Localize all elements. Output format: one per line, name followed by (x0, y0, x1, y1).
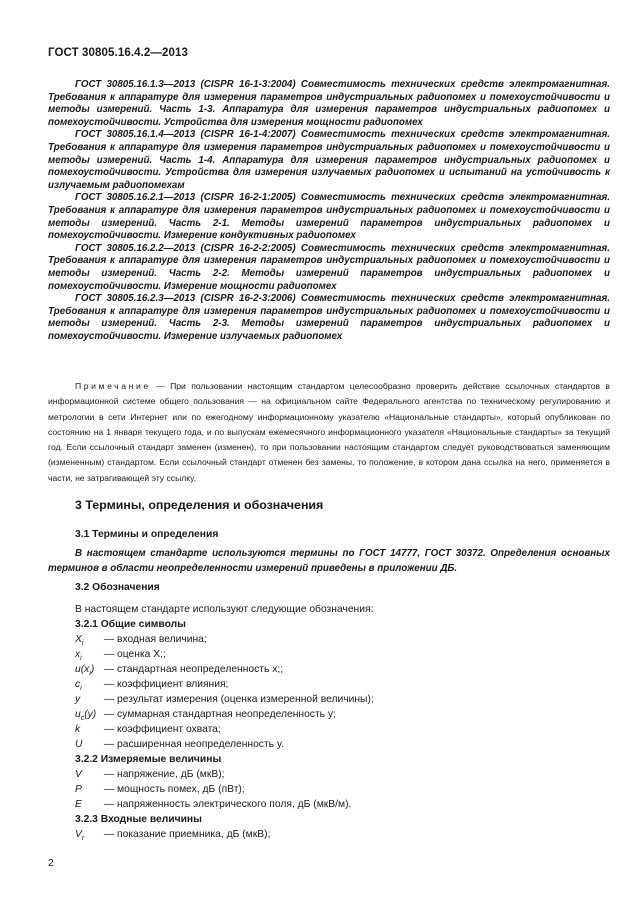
symbol: P (75, 784, 82, 795)
symbol: $u(x_i)$ (75, 664, 95, 678)
section-3-heading: 3 Термины, определения и обозначения (75, 498, 324, 512)
symbol-row (75, 767, 605, 782)
symbol-description: — напряжение, дБ (мкВ); (101, 769, 225, 780)
symbol-description: — расширенная неопределенность y. (101, 739, 285, 750)
symbol-description: — напряженность электрического поля, дБ (мкВ/м). (101, 799, 352, 810)
symbol: $V_r$ (75, 829, 85, 843)
symbol-description: — коэффициент охвата; (101, 724, 221, 735)
section-3-2-1-heading: 3.2.1 Общие символы (75, 619, 186, 630)
symbol-row (75, 632, 605, 647)
symbol: $X_i$ (75, 634, 84, 648)
section-3-2-intro: В настоящем стандарте используют следующие обозначения: (75, 604, 374, 615)
reference-item: ГОСТ 30805.16.2.1—2013 (CISPR 16-2-1:2005) Совместимость технических средств электромагнитная. Требования к аппаратуре для измерения параметров индустриальных радиопомех и помехоустойчивости и методы измерений. Часть 2-1. Методы измерений параметров индустриальных радиопомех и помехоустойчивости. Измерение кондуктивных радиопомех (48, 192, 610, 242)
symbol: y (75, 694, 81, 705)
symbol-row (75, 662, 605, 677)
section-3-2-2-heading: 3.2.2 Измеряемые величины (75, 754, 222, 765)
reference-item: ГОСТ 30805.16.1.4—2013 (CISPR 16-1-4:2007) Совместимость технических средств электромагнитная. Требования к аппаратуре для измерения параметров индустриальных радиопомех и помехоустойчивости и методы измерений. Часть 1-4. Аппаратура для измерения параметров индустриальных радиопомех и помехоустойчивости. Устройства для измерения излучаемых радиопомех и испытаний на устойчивость к излучаемым радиопомехам (48, 129, 610, 191)
symbol: $c_i$ (75, 679, 82, 693)
reference-item: ГОСТ 30805.16.1.3—2013 (CISPR 16-1-3:2004) Совместимость технических средств электромагнитная. Требования к аппаратуре для измерения параметров индустриальных радиопомех и помехоустойчивости и методы измерений. Часть 1-3. Аппаратура для измерения параметров индустриальных радиопомех и помехоустойчивости. Устройства для измерения мощности радиопомех (48, 79, 610, 128)
symbol-description: — входная величина; (101, 634, 207, 645)
symbol-description: — оценка X;; (101, 649, 166, 660)
symbol-row (75, 647, 605, 662)
symbol: E (75, 799, 82, 810)
symbol-row (75, 692, 605, 707)
symbol: $x_i$ (75, 649, 82, 663)
symbol-description: — коэффициент влияния; (101, 679, 229, 690)
symbol: k (75, 724, 81, 735)
symbol-row (75, 707, 605, 722)
symbol-row (75, 677, 605, 692)
symbol-row (75, 797, 605, 812)
symbol-description: — результат измерения (оценка измеренной величины); (101, 694, 374, 705)
symbol-row (75, 722, 605, 737)
section-3-2-heading: 3.2 Обозначения (75, 582, 160, 593)
reference-item: ГОСТ 30805.16.2.3—2013 (CISPR 16-2-3:2006) Совместимость технических средств электромагнитная. Требования к аппаратуре для измерения параметров индустриальных радиопомех и помехоустойчивости и методы измерений. Часть 2-3. Методы измерений параметров индустриальных радиопомех и помехоустойчивости. Измерение излучаемых радиопомех (48, 293, 610, 342)
symbol: V (75, 769, 82, 780)
section-3-2-body (75, 602, 605, 842)
note-label: Примечание (75, 381, 151, 391)
symbol-row (75, 782, 605, 797)
symbol: U (75, 739, 83, 750)
normative-references (48, 79, 610, 343)
note-text: — При пользовании настоящим стандартом целесообразно проверить действие ссылочных стандартов в информационной системе общего пользования — на официальном сайте Федерального агентства по техническому регулированию и метрологии в сети Интернет или по ежегодному информационному указателю «Национальные стандарты», который опубликован по состоянию на 1 января текущего года, и по выпускам ежемесячного информационного указателя «Национальные стандарты» за текущий год. Если ссылочный стандарт заменен (изменен), то при пользовании настоящим стандартом следует руководствоваться заменяющим (измененным) стандартом. Если ссылочный стандарт отменен без замены, то положение, в котором дана ссылка на него, применяется в части, не затрагивающей эту ссылку. (48, 381, 610, 483)
page-number: 2 (48, 858, 54, 869)
symbol-description: — показание приемника, дБ (мкВ); (101, 829, 271, 840)
section-3-1-heading: 3.1 Термины и определения (75, 529, 219, 540)
symbol-description: — стандартная неопределенность x;; (101, 664, 284, 675)
general-symbols-list (75, 632, 605, 752)
measured-quantities-list (75, 767, 605, 812)
input-quantities-list (75, 827, 605, 842)
reference-item: ГОСТ 30805.16.2.2—2013 (CISPR 16-2-2:2005) Совместимость технических средств электромагнитная. Требования к аппаратуре для измерения параметров индустриальных радиопомех и помехоустойчивости и методы измерений. Часть 2-2. Методы измерений параметров индустриальных радиопомех и помехоустойчивости. Измерение мощности радиопомех (48, 242, 610, 292)
note-block (48, 379, 610, 486)
symbol-row (75, 737, 605, 752)
section-3-1-paragraph: В настоящем стандарте используются термины по ГОСТ 14777, ГОСТ 30372. Определения основных терминов в области неопределенности измерений приведены в приложении ДБ. (48, 548, 610, 574)
document-header: ГОСТ 30805.16.4.2—2013 (48, 47, 188, 59)
symbol-description: — мощность помех, дБ (пВт); (101, 784, 245, 795)
section-3-1-text (48, 546, 610, 576)
symbol-row (75, 827, 605, 842)
symbol: $u_c(y)$ (75, 709, 97, 723)
symbol-description: — суммарная стандартная неопределенность y; (101, 709, 336, 720)
section-3-2-3-heading: 3.2.3 Входные величины (75, 814, 202, 825)
